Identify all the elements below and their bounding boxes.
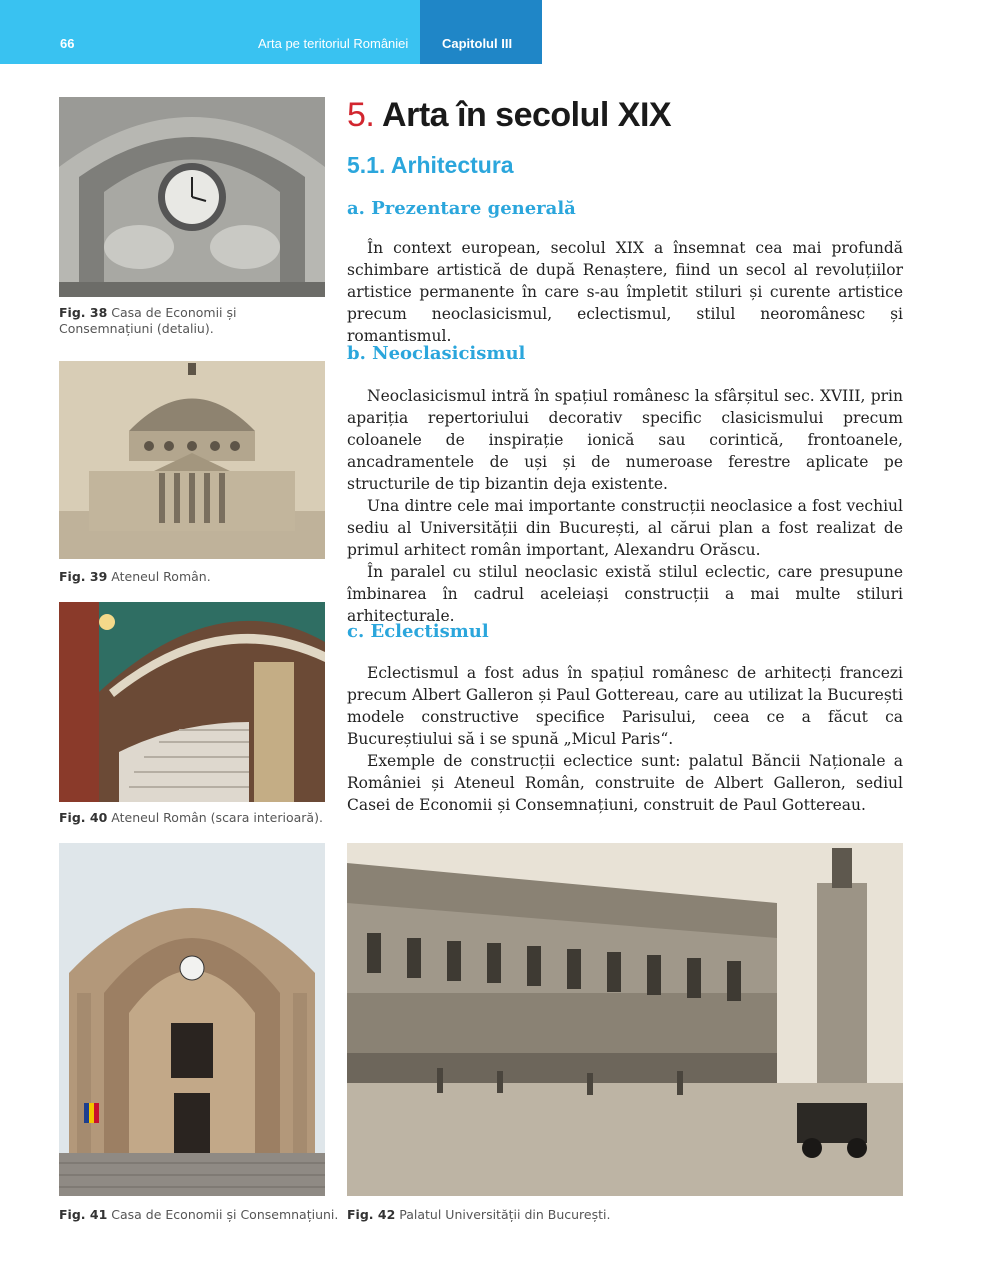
fig-41-caption bbox=[59, 1207, 344, 1223]
fig-41-image bbox=[59, 843, 325, 1196]
paragraph: În paralel cu stilul neoclasic există stilul eclectic, care presupune îmbinarea în cadrul aceleiași construcții a mai multe stiluri arhitecturale. bbox=[347, 563, 903, 625]
title-number: 5. bbox=[347, 96, 375, 134]
section-c-heading: c. Eclectismul bbox=[347, 621, 489, 642]
fig-42-image bbox=[347, 843, 903, 1196]
figure-caption-text: Palatul Universității din București. bbox=[399, 1207, 611, 1222]
figure-label: Fig. 41 bbox=[59, 1207, 108, 1222]
section-b-heading: b. Neoclasicismul bbox=[347, 343, 526, 364]
paragraph: Neoclasicismul intră în spațiul românesc la sfârșitul sec. XVIII, prin apariția repertoriului decorativ specific clasicismului precum coloanele de inspirație ionică sau corintică, frontoanele, ancadramentele de uși și de numeroase ferestre aplicate pe structurile de tip bizantin deja existente. bbox=[347, 387, 903, 493]
fig-39-image bbox=[59, 361, 325, 559]
section-title: Arta pe teritoriul României bbox=[258, 36, 409, 51]
chapter-label-box bbox=[420, 0, 542, 64]
figure-caption-text: Casa de Economii și Consemnațiuni (detaliu). bbox=[59, 305, 237, 336]
figure-label: Fig. 42 bbox=[347, 1207, 396, 1222]
subtitle: 5.1. Arhitectura bbox=[347, 152, 514, 178]
fig-40-image bbox=[59, 602, 325, 802]
figure-label: Fig. 38 bbox=[59, 305, 108, 320]
fig-38-caption bbox=[59, 305, 329, 337]
fig-40-caption bbox=[59, 810, 339, 826]
figure-label: Fig. 40 bbox=[59, 810, 108, 825]
section-b-text bbox=[347, 385, 903, 627]
figure-caption-text: Casa de Economii și Consemnațiuni. bbox=[111, 1207, 339, 1222]
figure-caption-text: Ateneul Român. bbox=[111, 569, 211, 584]
paragraph: Exemple de construcții eclectice sunt: palatul Băncii Naționale a României și Ateneul Român, construite de Albert Galleron, sediul Casei de Economii și Consemnațiuni, construit de Paul Gottereau. bbox=[347, 752, 903, 814]
figure-label: Fig. 39 bbox=[59, 569, 108, 584]
paragraph: Una dintre cele mai importante construcții neoclasice a fost vechiul sediu al Universității din București, al cărui plan a fost realizat de primul arhitect român important, Alexandru Orăscu. bbox=[347, 497, 903, 559]
fig-39-caption bbox=[59, 569, 329, 585]
paragraph: Eclectismul a fost adus în spațiul românesc de arhitecți francezi precum Albert Galleron și Paul Gottereau, care au utilizat la București modele constructive specifice Parisului, ceea ce a făcut ca Bucureștiului să i se spună „Micul Paris“. bbox=[347, 664, 903, 748]
figure-caption-text: Ateneul Român (scara interioară). bbox=[111, 810, 323, 825]
paragraph: În context european, secolul XIX a însemnat cea mai profundă schimbare artistică de după Renaștere, fiind un secol al revoluțiilor artistice permanente în care s-au împletit stiluri și curente artistice precum neoclasicismul, eclectismul, stilul neoromânesc și romantismul. bbox=[347, 239, 903, 345]
fig-42-caption bbox=[347, 1207, 747, 1223]
fig-38-image bbox=[59, 97, 325, 297]
page-title bbox=[347, 96, 671, 135]
chapter-label: Capitolul III bbox=[442, 36, 513, 51]
title-text: Arta în secolul XIX bbox=[382, 96, 672, 134]
section-c-text bbox=[347, 662, 903, 816]
section-a-text bbox=[347, 237, 903, 347]
section-a-heading: a. Prezentare generală bbox=[347, 198, 576, 219]
page-number: 66 bbox=[60, 36, 75, 51]
